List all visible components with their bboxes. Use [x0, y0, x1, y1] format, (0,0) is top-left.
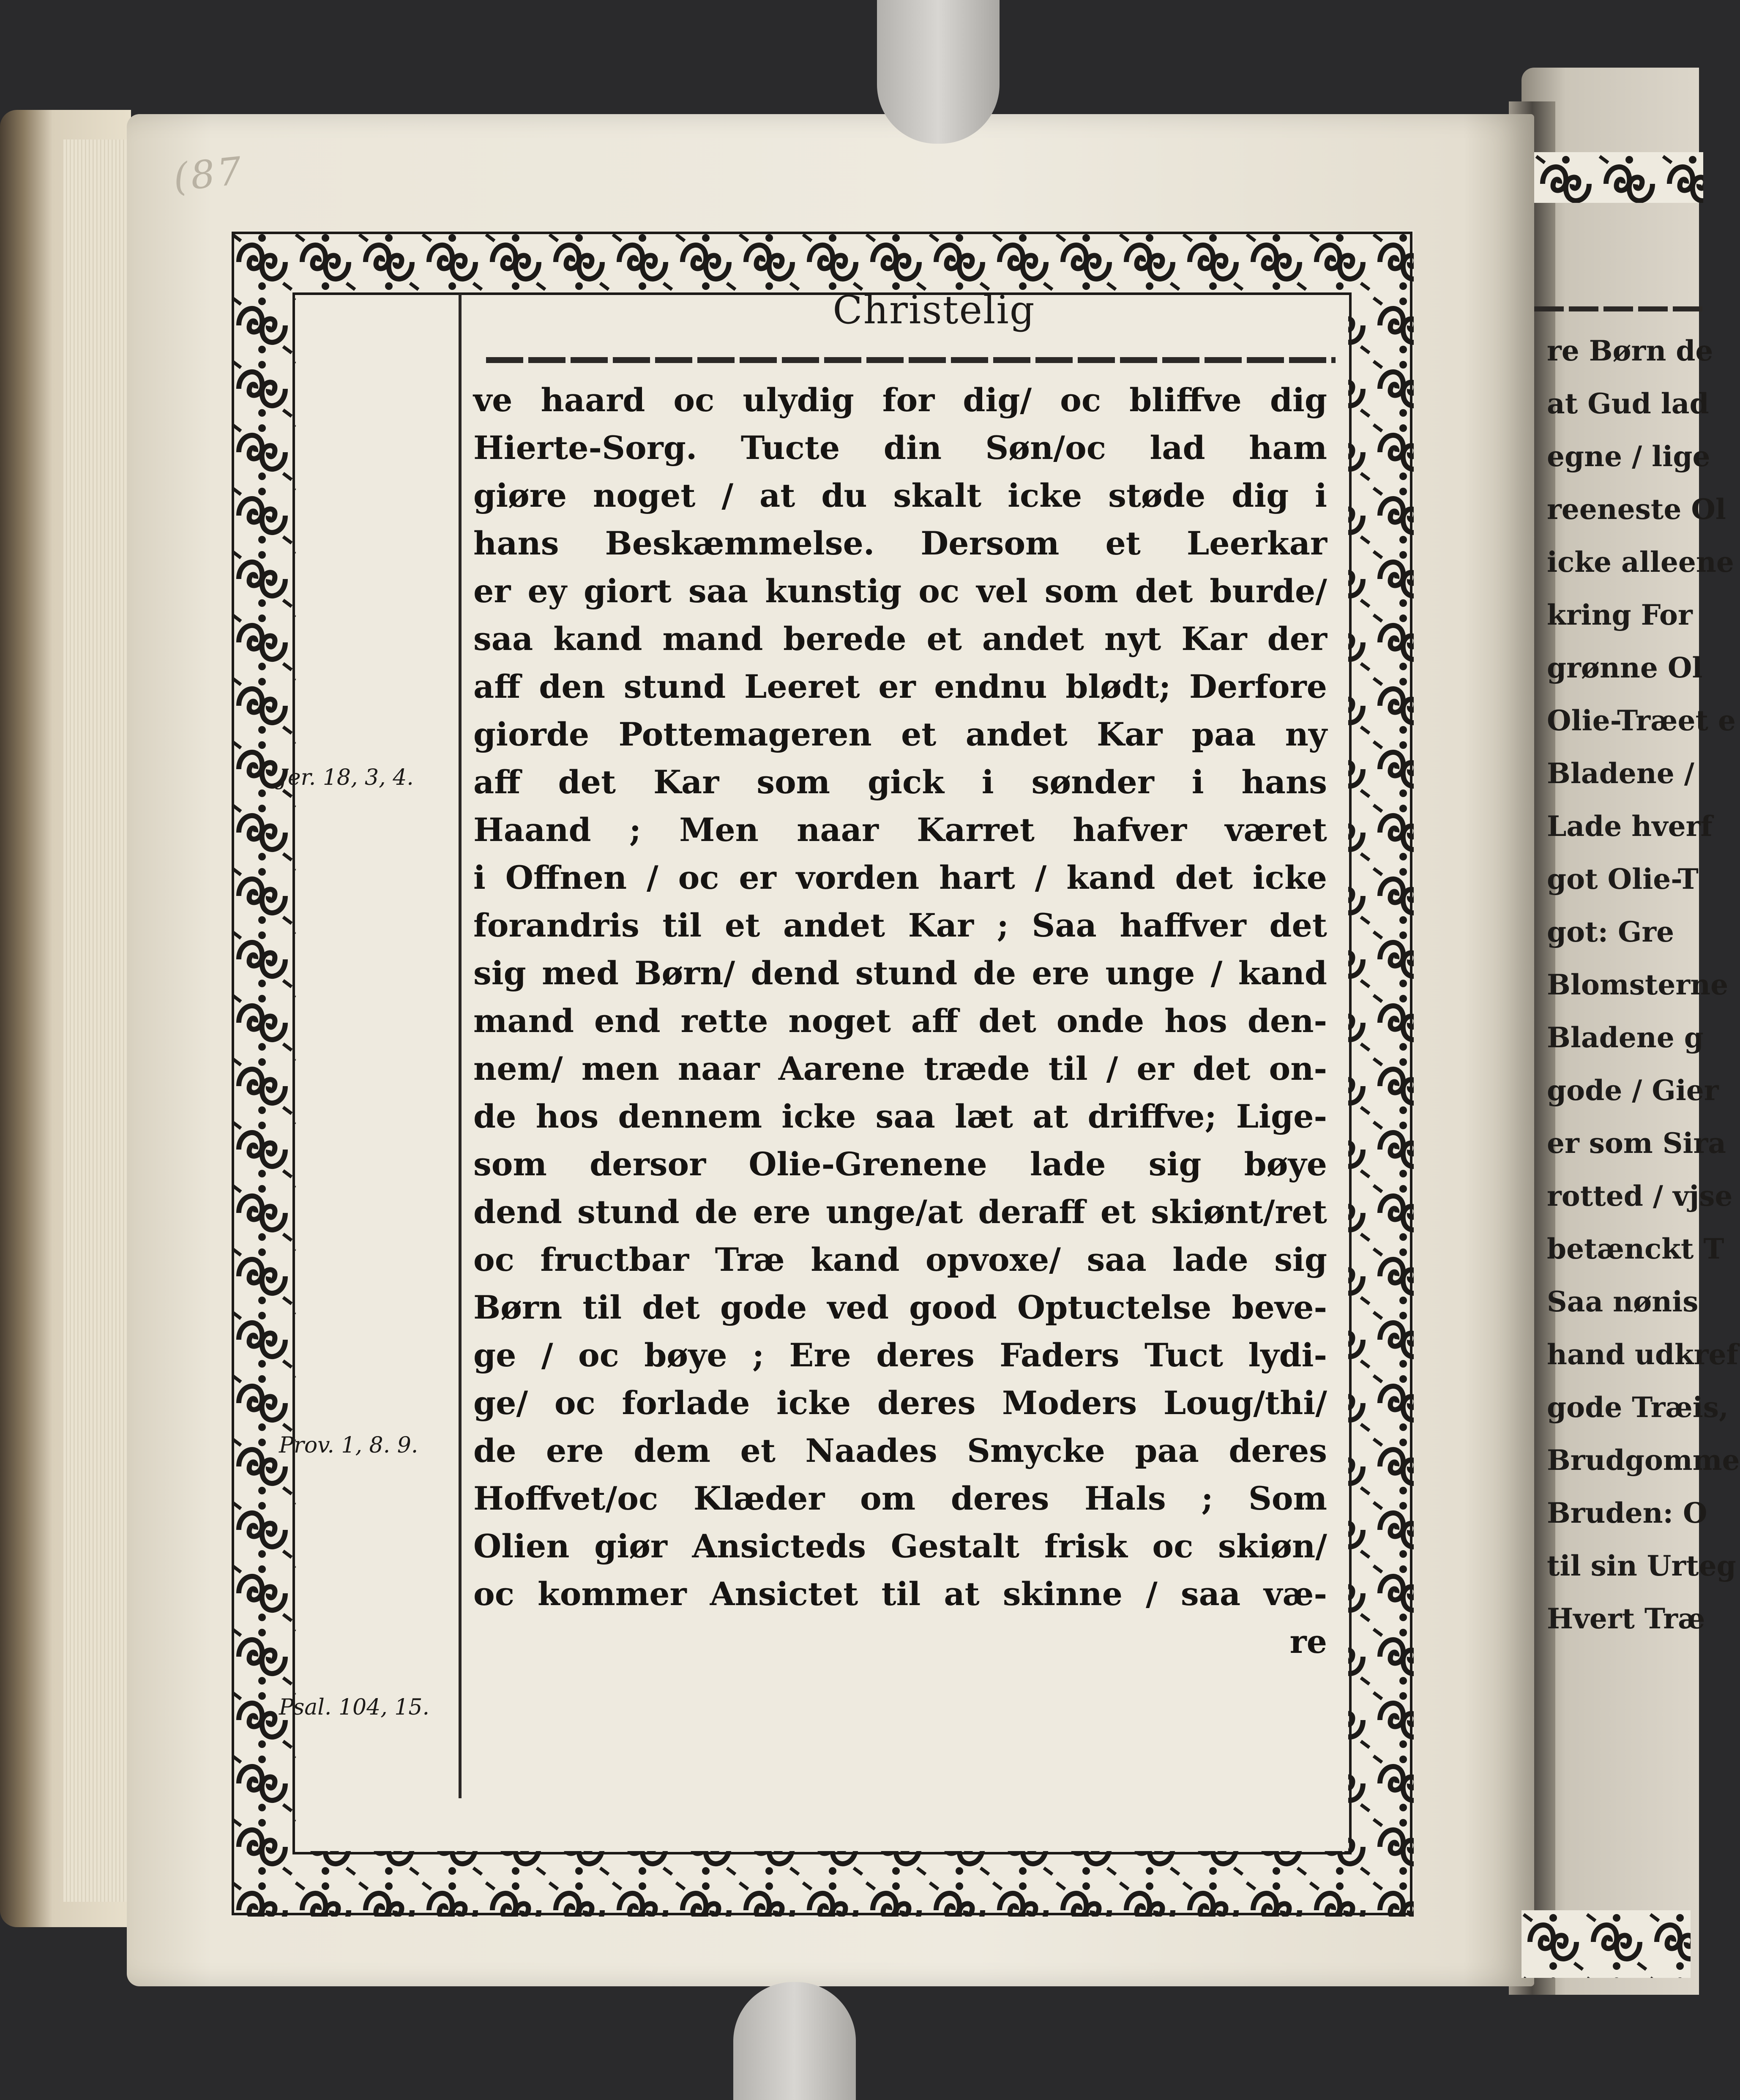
text-line: Hierte-Sorg. Tucte din Søn/oc lad ham: [473, 429, 1327, 467]
text-line: dend stund de ere unge/at deraff et skiønt/ret: [473, 1193, 1327, 1231]
facing-page-line: til sin Urteg: [1547, 1549, 1736, 1582]
facing-page-line: gode / Gier: [1547, 1074, 1719, 1107]
text-line: ge / oc bøye ; Ere deres Faders Tuct lydi-: [473, 1336, 1327, 1374]
text-line: som dersor Olie-Grenene lade sig bøye: [473, 1145, 1327, 1183]
pencil-page-mark: (87: [171, 148, 246, 200]
running-head: Christelig: [833, 287, 1035, 333]
text-line: aff den stund Leeret er endnu blødt; Derfore: [473, 668, 1327, 705]
text-line: er ey giort saa kunstig oc vel som det burde/: [473, 572, 1327, 610]
text-line: Olien giør Ansicteds Gestalt frisk oc skiøn/: [473, 1527, 1327, 1565]
facing-page-line: egne / lige: [1547, 440, 1710, 473]
text-line: giøre noget / at du skalt icke støde dig i: [473, 477, 1327, 514]
header-dashed-rule: [486, 357, 1336, 363]
text-line: oc kommer Ansictet til at skinne / saa væ-: [473, 1575, 1327, 1613]
text-line: Hoffvet/oc Klæder om deres Hals ; Som: [473, 1480, 1327, 1517]
marginal-note: Jer. 18, 3, 4.: [279, 765, 414, 790]
text-line: de ere dem et Naades Smycke paa deres: [473, 1432, 1327, 1469]
page-holder-clip-top: [877, 0, 1000, 144]
facing-page-line: Lade hverf: [1547, 810, 1713, 843]
facing-page-ornament-top: [1534, 152, 1703, 203]
facing-page-line: got: Gre: [1547, 915, 1674, 948]
facing-page-line: Saa nønis: [1547, 1285, 1699, 1318]
facing-page-line: gode Træis,: [1547, 1391, 1729, 1424]
text-line: de hos dennem icke saa læt at driffve; Lige-: [473, 1098, 1327, 1135]
facing-page-line: betænckt T: [1547, 1232, 1724, 1265]
page-holder-clip-bottom: [733, 1982, 856, 2100]
facing-page-ornament-bottom: [1521, 1910, 1691, 1978]
facing-page-line: reeneste Ol: [1547, 493, 1726, 526]
facing-page-line: at Gud lad: [1547, 387, 1709, 420]
facing-page-line: hand udkref: [1547, 1338, 1738, 1371]
text-line: oc fructbar Træ kand opvoxe/ saa lade sig: [473, 1241, 1327, 1278]
facing-page-line: Hvert Træ: [1547, 1602, 1705, 1635]
margin-divider-rule: [459, 294, 462, 1798]
facing-page-line: got Olie-T: [1547, 863, 1699, 896]
facing-page-line: Bruden: O: [1547, 1496, 1707, 1529]
facing-page-line: kring For: [1547, 598, 1693, 631]
facing-page-line: Olie-Træet e: [1547, 704, 1736, 737]
text-line: Haand ; Men naar Karret hafver været: [473, 811, 1327, 849]
text-line: i Offnen / oc er vorden hart / kand det icke: [473, 859, 1327, 896]
text-line: hans Beskæmmelse. Dersom et Leerkar: [473, 524, 1327, 562]
facing-page-line: Blomsterne: [1547, 968, 1729, 1001]
text-line: ge/ oc forlade icke deres Moders Loug/thi/: [473, 1384, 1327, 1422]
facing-page-header-rule: [1534, 306, 1703, 311]
text-line: saa kand mand berede et andet nyt Kar der: [473, 620, 1327, 658]
text-line: mand end rette noget aff det onde hos den-: [473, 1002, 1327, 1040]
facing-page-line: re Børn de: [1547, 334, 1713, 367]
facing-page-line: icke alleene: [1547, 546, 1734, 579]
facing-page-line: Bladene g: [1547, 1021, 1704, 1054]
text-line: ve haard oc ulydig for dig/ oc bliffve dig: [473, 381, 1327, 419]
facing-page-line: Bladene /: [1547, 757, 1694, 790]
facing-page-line: rotted / vjse: [1547, 1180, 1733, 1212]
marginal-note: Prov. 1, 8. 9.: [279, 1433, 418, 1458]
facing-page-line: Brudgomme: [1547, 1444, 1740, 1477]
text-line: nem/ men naar Aarene træde til / er det on-: [473, 1050, 1327, 1087]
marginal-note: Psal. 104, 15.: [279, 1695, 429, 1720]
text-line: sig med Børn/ dend stund de ere unge / kand: [473, 954, 1327, 992]
text-line: giorde Pottemageren et andet Kar paa ny: [473, 715, 1327, 753]
text-line: Børn til det gode ved good Optuctelse beve-: [473, 1289, 1327, 1326]
facing-page-line: grønne Ol: [1547, 651, 1703, 684]
facing-page-line: er som Sira: [1547, 1127, 1726, 1160]
text-line: aff det Kar som gick i sønder i hans: [473, 763, 1327, 801]
text-line: forandris til et andet Kar ; Saa haffver det: [473, 907, 1327, 944]
catchword: re: [1289, 1623, 1327, 1660]
